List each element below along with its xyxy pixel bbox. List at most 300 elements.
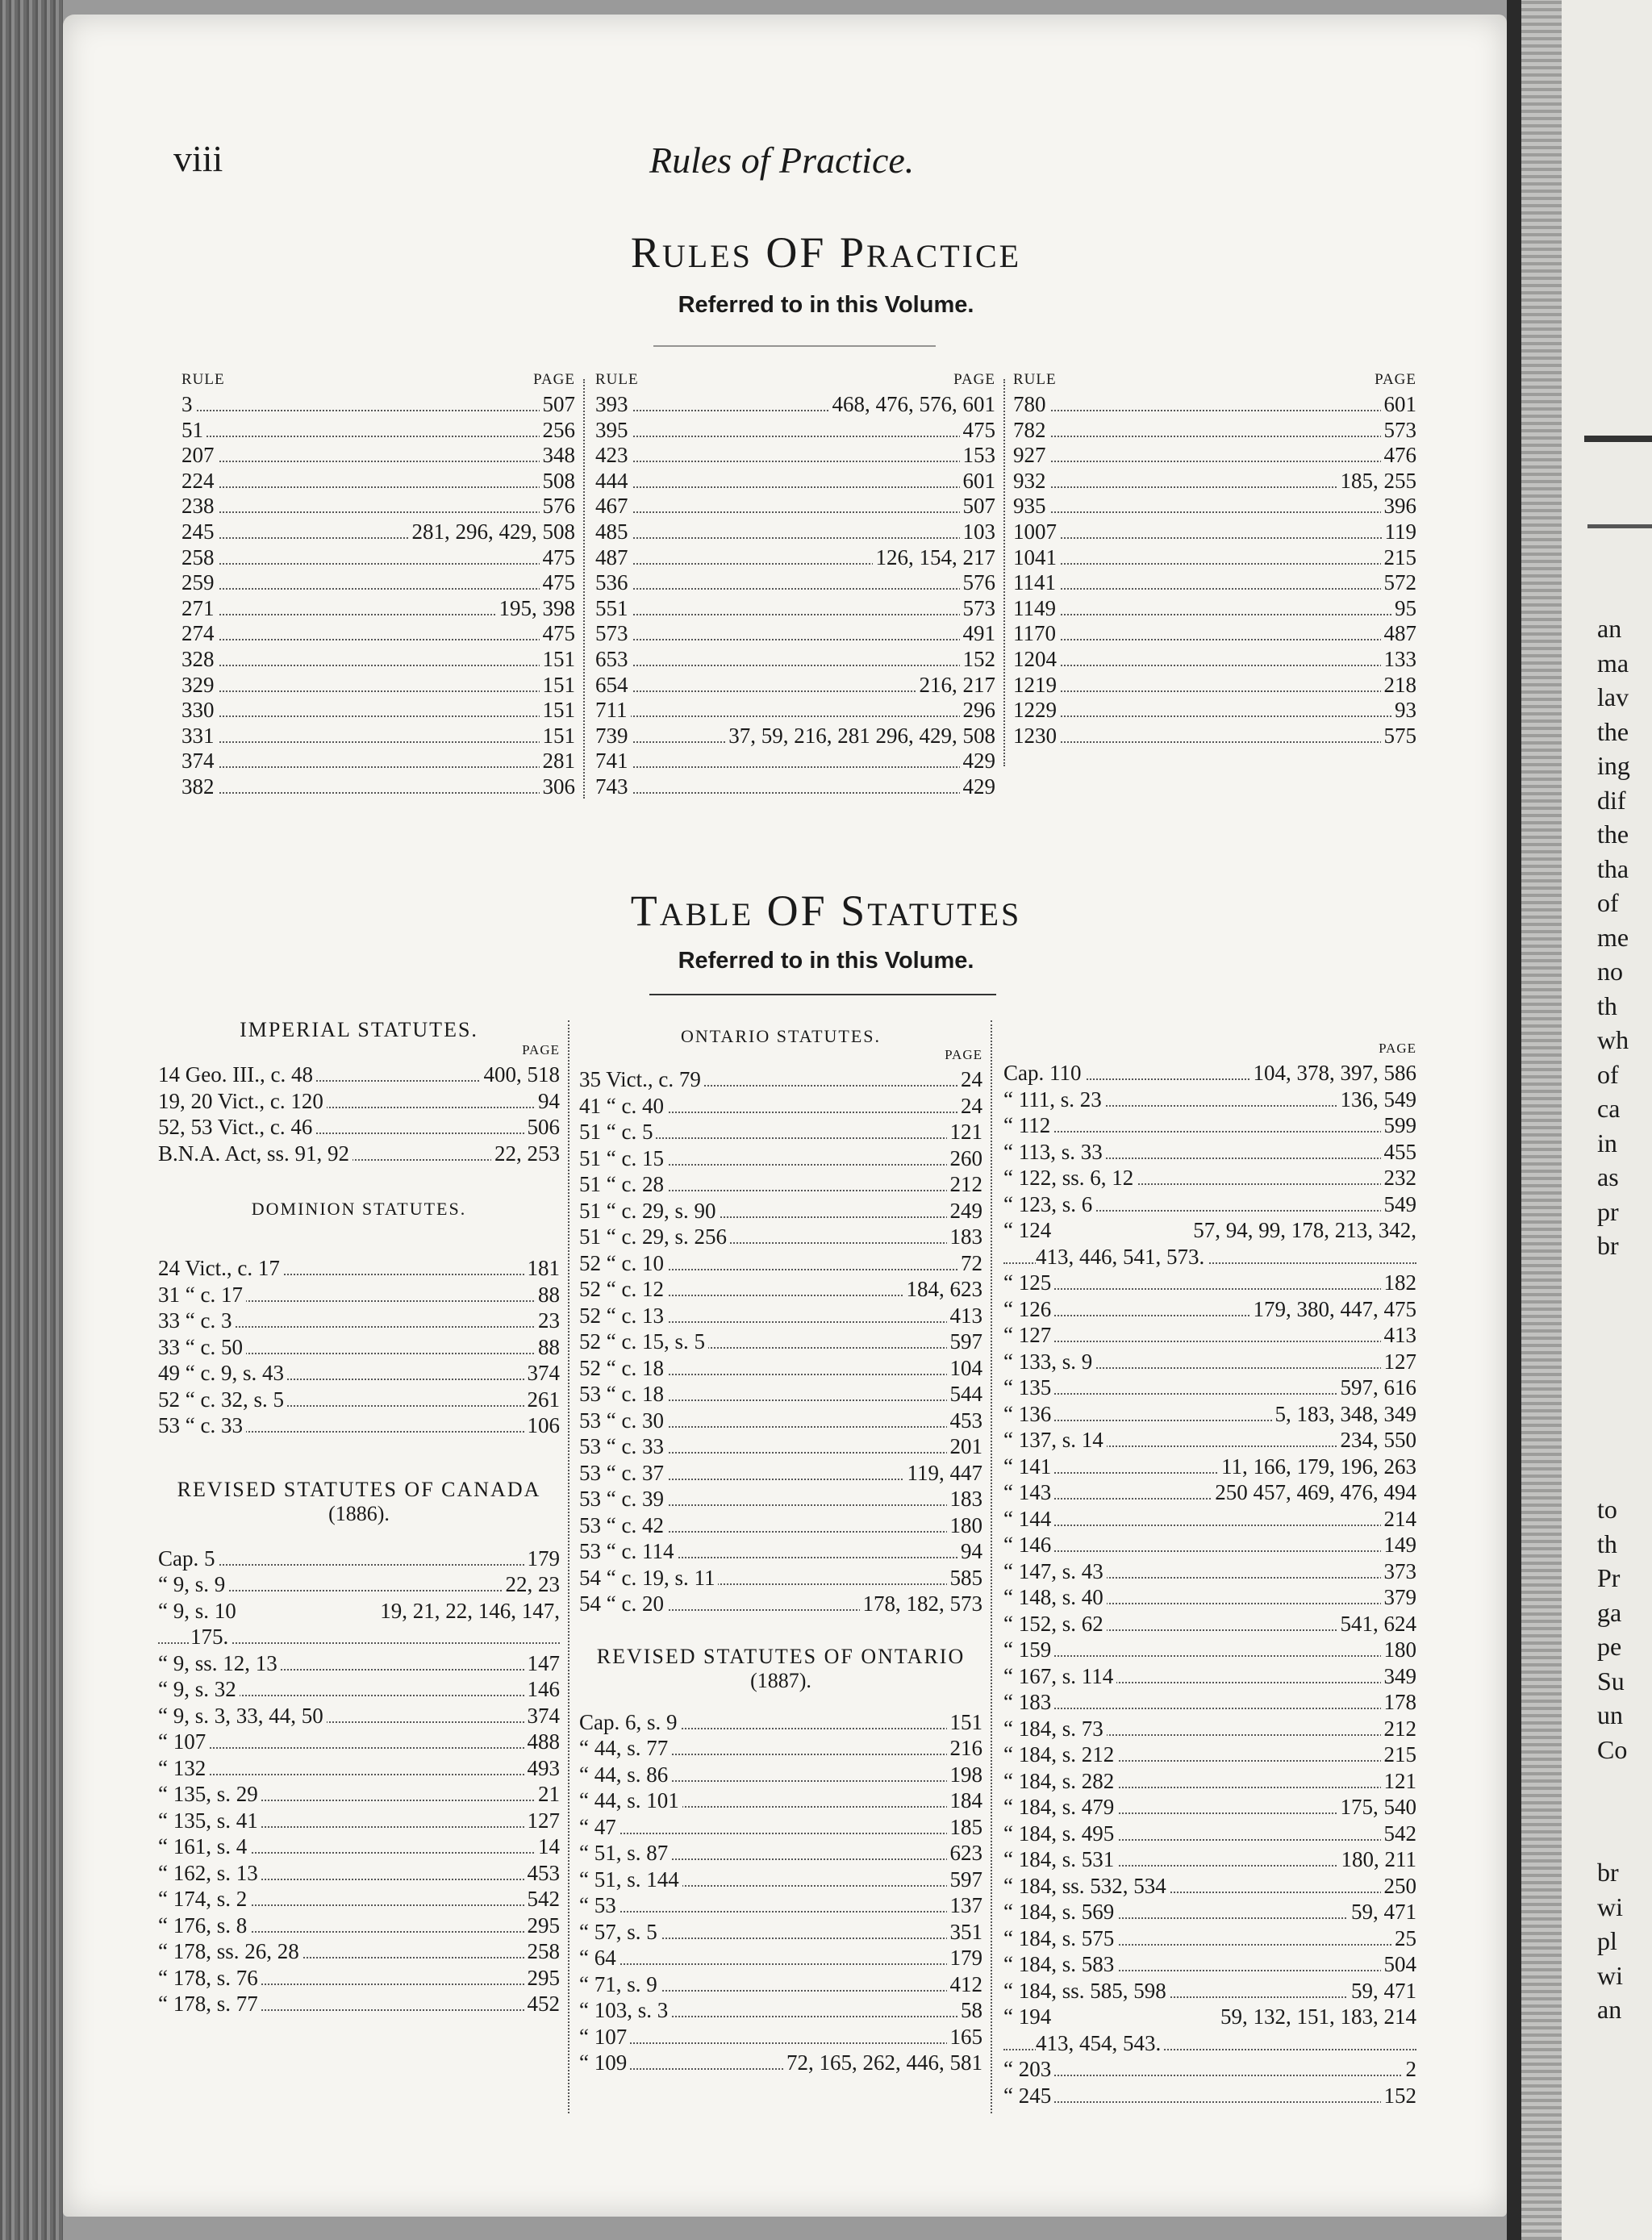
entry-pages: 136, 549 — [1337, 1087, 1417, 1113]
statute-entry — [1003, 1925, 1416, 1952]
leader-dots — [181, 545, 575, 565]
entry-ref: 1204 — [1013, 647, 1060, 673]
statute-entry — [579, 1735, 982, 1762]
statute-entry — [579, 1840, 982, 1867]
rule-entry — [595, 519, 995, 545]
entry-pages: 103 — [960, 519, 996, 545]
adjacent-word: an — [1597, 1995, 1622, 2024]
entry-pages: 601 — [1381, 392, 1417, 418]
statute-entry — [1003, 1742, 1416, 1768]
leader-dots — [1003, 1270, 1416, 1290]
entry-pages: 212 — [947, 1171, 983, 1198]
entry-ref: “ 184, ss. 532, 534 — [1003, 1873, 1170, 1900]
statute-entry — [158, 1598, 560, 1625]
leader-dots — [1003, 1637, 1416, 1657]
entry-pages: 549 — [1381, 1191, 1417, 1218]
entry-ref: 51 “ c. 15 — [579, 1145, 667, 1172]
entry-pages: 104 — [947, 1355, 983, 1382]
entry-pages: 22, 23 — [503, 1571, 561, 1598]
leader-dots — [595, 519, 995, 539]
entry-pages: 152 — [1381, 2083, 1417, 2109]
entry-pages: 455 — [1381, 1139, 1417, 1166]
entry-pages: 181 — [524, 1255, 561, 1282]
leader-dots — [1003, 1506, 1416, 1526]
entry-ref: “ 184, s. 212 — [1003, 1742, 1117, 1768]
leader-dots — [181, 621, 575, 640]
leader-dots — [1013, 494, 1416, 513]
adjacent-word: wh — [1597, 1025, 1629, 1054]
entry-ref: 207 — [181, 443, 218, 469]
adjacent-word: of — [1597, 1059, 1619, 1089]
statute-entry — [1003, 1060, 1416, 1087]
leader-dots — [1013, 545, 1416, 565]
entry-pages: 507 — [540, 392, 576, 418]
statute-entry — [1003, 1899, 1416, 1925]
statute-entry — [1003, 2083, 1416, 2109]
entry-ref: 329 — [181, 673, 218, 699]
entry-ref: 53 “ c. 39 — [579, 1486, 667, 1512]
entry-ref: 274 — [181, 621, 218, 647]
entry-ref: 413, 454, 543. — [1036, 2030, 1164, 2057]
statute-entry — [1003, 1349, 1416, 1375]
leader-dots — [595, 494, 995, 513]
entry-pages: 179, 380, 447, 475 — [1250, 1296, 1417, 1323]
entry-pages: 11, 166, 179, 196, 263 — [1218, 1454, 1416, 1480]
statute-entry — [579, 1224, 982, 1250]
entry-pages: 94 — [535, 1088, 560, 1115]
entry-pages: 453 — [947, 1408, 983, 1434]
entry-ref: 328 — [181, 647, 218, 673]
entry-pages: 475 — [540, 621, 576, 647]
entry-ref: 245 — [181, 519, 218, 545]
rule-entry — [1013, 519, 1416, 545]
entry-pages: 121 — [947, 1119, 983, 1145]
rule-entry — [595, 673, 995, 699]
rule-entry — [181, 724, 575, 749]
adjacent-word: pr — [1597, 1196, 1619, 1226]
entry-pages: 597, 616 — [1337, 1374, 1417, 1401]
entry-ref: “ 148, s. 40 — [1003, 1584, 1107, 1611]
entry-pages: 179 — [524, 1545, 561, 1572]
entry-pages: 175, 540 — [1337, 1794, 1417, 1821]
entry-pages: 487 — [1381, 621, 1417, 647]
entry-ref: 52 “ c. 15, s. 5 — [579, 1329, 708, 1355]
leader-dots — [579, 1945, 982, 1965]
entry-pages: 542 — [1381, 1821, 1417, 1847]
rule-entry — [595, 596, 995, 622]
adjacent-word: tha — [1597, 853, 1629, 883]
statute-entry — [579, 1329, 982, 1355]
rules-divider — [653, 345, 936, 347]
rule-entry — [181, 392, 575, 418]
entry-ref: “ 178, s. 77 — [158, 1991, 261, 2017]
statute-entry — [158, 1965, 560, 1992]
adjacent-word: ga — [1597, 1597, 1622, 1627]
statute-entry — [579, 1565, 982, 1591]
leader-dots — [181, 647, 575, 666]
entry-pages: 544 — [947, 1381, 983, 1408]
rule-entry — [181, 647, 575, 673]
adjacent-word: no — [1597, 957, 1623, 986]
statute-entry — [158, 1676, 560, 1703]
entry-pages: 5, 183, 348, 349 — [1272, 1401, 1417, 1428]
adjacent-word: br — [1597, 1858, 1619, 1887]
adjacent-page-text-middle — [1597, 1492, 1627, 1767]
rules-column-3 — [1013, 371, 1416, 749]
statute-entry — [1003, 1637, 1416, 1663]
rule-entry — [1013, 698, 1416, 724]
entry-pages: 212 — [1381, 1716, 1417, 1742]
rule-entry — [181, 469, 575, 494]
leader-dots — [1013, 673, 1416, 692]
entry-ref: 31 “ c. 17 — [158, 1282, 246, 1308]
entry-ref: 24 Vict., c. 17 — [158, 1255, 283, 1282]
entry-pages: 178, 182, 573 — [860, 1591, 983, 1617]
entry-ref: 741 — [595, 749, 632, 774]
entry-ref: “ 162, s. 13 — [158, 1860, 261, 1887]
leader-dots — [595, 698, 995, 717]
entry-ref: “ 167, s. 114 — [1003, 1663, 1116, 1690]
entry-pages: 119, 447 — [904, 1460, 983, 1487]
rule-entry — [181, 443, 575, 469]
statute-entry — [579, 1997, 982, 2024]
rule-entry — [181, 749, 575, 774]
entry-ref: 927 — [1013, 443, 1049, 469]
entry-ref: 331 — [181, 724, 218, 749]
entry-ref: 52 “ c. 10 — [579, 1250, 667, 1277]
entry-ref: “ 184, ss. 585, 598 — [1003, 1978, 1170, 2004]
statute-entry — [579, 1867, 982, 1893]
adjacent-word: Su — [1597, 1666, 1625, 1696]
entry-pages: 413 — [1381, 1322, 1417, 1349]
adjacent-word: wi — [1597, 1892, 1623, 1921]
entry-ref: 224 — [181, 469, 218, 494]
rules-title: RULES OF PRACTICE — [630, 228, 1022, 277]
scan-shadow-left — [0, 0, 63, 2240]
entry-ref: 52, 53 Vict., c. 46 — [158, 1114, 315, 1141]
leader-dots — [595, 621, 995, 640]
entry-ref: “ 143 — [1003, 1479, 1054, 1506]
statute-entry — [579, 1408, 982, 1434]
statutes-column-1 — [158, 1018, 560, 2017]
entry-ref: “ 161, s. 4 — [158, 1833, 250, 1860]
leader-dots — [595, 596, 995, 615]
statute-entry — [579, 1355, 982, 1382]
entry-ref: “ 135, s. 29 — [158, 1781, 261, 1808]
statute-entry — [1003, 1506, 1416, 1533]
statute-entry — [579, 1381, 982, 1408]
entry-pages: 182 — [1381, 1270, 1417, 1296]
statute-entry — [158, 1938, 560, 1965]
running-title: Rules of Practice. — [649, 140, 915, 181]
statute-entry — [158, 1255, 560, 1282]
entry-pages: 19, 21, 22, 146, 147, — [377, 1598, 560, 1625]
adjacent-word: Pr — [1597, 1563, 1621, 1592]
leader-dots — [1003, 1322, 1416, 1342]
rule-entry — [595, 647, 995, 673]
statutes-title: TABLE OF STATUTES — [630, 886, 1022, 935]
entry-pages: 180, 211 — [1338, 1846, 1417, 1873]
rules-column-header — [595, 371, 995, 392]
statute-entry — [158, 1860, 560, 1887]
entry-pages: 261 — [524, 1387, 561, 1413]
rule-entry — [595, 392, 995, 418]
entry-ref: 1230 — [1013, 724, 1060, 749]
entry-pages: 250 457, 469, 476, 494 — [1212, 1479, 1416, 1506]
entry-ref: “ 184, s. 583 — [1003, 1951, 1117, 1978]
entry-ref: 53 “ c. 33 — [579, 1433, 667, 1460]
entry-ref: 53 “ c. 18 — [579, 1381, 667, 1408]
statute-entry — [1003, 1716, 1416, 1742]
column-rule — [568, 1020, 569, 2113]
entry-ref: “ 51, s. 87 — [579, 1840, 671, 1867]
entry-pages: 429 — [960, 774, 996, 800]
entry-pages: 93 — [1391, 698, 1416, 724]
entry-pages: 95 — [1391, 596, 1416, 622]
entry-pages: 153 — [960, 443, 996, 469]
entry-ref: 51 “ c. 29, s. 256 — [579, 1224, 730, 1250]
entry-ref: 258 — [181, 545, 218, 571]
page-label: PAGE — [1379, 1041, 1416, 1056]
entry-pages: 250 — [1381, 1873, 1417, 1900]
statute-entry — [579, 1303, 982, 1329]
adjacent-word: th — [1597, 991, 1617, 1020]
entry-pages: 183 — [947, 1486, 983, 1512]
entry-ref: 14 Geo. III., c. 48 — [158, 1062, 316, 1088]
entry-ref: “ 174, s. 2 — [158, 1886, 250, 1913]
entry-ref: 444 — [595, 469, 632, 494]
adjacent-word: as — [1597, 1162, 1619, 1191]
statute-entry — [1003, 1427, 1416, 1454]
rule-entry — [595, 545, 995, 571]
rule-entry — [1013, 418, 1416, 444]
entry-ref: “ 137, s. 14 — [1003, 1427, 1107, 1454]
entry-pages: 452 — [524, 1991, 561, 2017]
entry-ref: “ 9, s. 9 — [158, 1571, 228, 1598]
entry-ref: “ 44, s. 77 — [579, 1735, 671, 1762]
statute-entry — [158, 1755, 560, 1782]
entry-pages: 59, 471 — [1348, 1899, 1416, 1925]
leader-dots — [1013, 519, 1416, 539]
entry-pages: 256 — [540, 418, 576, 444]
leader-dots — [1003, 2056, 1416, 2076]
leader-dots — [181, 392, 575, 411]
rule-entry — [1013, 443, 1416, 469]
entry-ref: “ 57, s. 5 — [579, 1919, 661, 1946]
entry-ref: 51 “ c. 29, s. 90 — [579, 1198, 719, 1224]
entry-pages: 507 — [960, 494, 996, 519]
entry-pages: 88 — [535, 1334, 560, 1361]
entry-ref: “ 122, ss. 6, 12 — [1003, 1165, 1137, 1191]
leader-dots — [1003, 2083, 1416, 2103]
entry-ref: 1007 — [1013, 519, 1060, 545]
leader-dots — [181, 469, 575, 488]
statute-entry — [579, 1486, 982, 1512]
statute-entry — [158, 1833, 560, 1860]
rule-entry — [1013, 673, 1416, 699]
statutes-column-2 — [579, 1026, 982, 2076]
statute-entry — [1003, 1270, 1416, 1296]
statute-entry — [158, 1729, 560, 1755]
entry-pages: 201 — [947, 1433, 983, 1460]
entry-ref: 393 — [595, 392, 632, 418]
entry-pages: 104, 378, 397, 586 — [1250, 1060, 1417, 1087]
entry-pages: 146 — [524, 1676, 561, 1703]
entry-pages: 133 — [1381, 647, 1417, 673]
entry-pages: 351 — [947, 1919, 983, 1946]
entry-ref: 53 “ c. 37 — [579, 1460, 667, 1487]
statute-entry — [1003, 2030, 1416, 2057]
entry-ref: 51 “ c. 5 — [579, 1119, 656, 1145]
entry-ref: 743 — [595, 774, 632, 800]
statute-entry — [1003, 1244, 1416, 1270]
statute-entry — [1003, 2004, 1416, 2030]
leader-dots — [181, 724, 575, 743]
statute-entry — [158, 1360, 560, 1387]
entry-ref: “ 184, s. 282 — [1003, 1768, 1117, 1795]
statute-entry — [579, 1276, 982, 1303]
entry-pages: 453 — [524, 1860, 561, 1887]
entry-pages: 218 — [1381, 673, 1417, 699]
statute-entry — [579, 1538, 982, 1565]
statutes-subtitle: Referred to in this Volume. — [678, 948, 974, 974]
leader-dots — [595, 749, 995, 768]
adjacent-word: ca — [1597, 1094, 1621, 1123]
entry-pages: 178 — [1381, 1689, 1417, 1716]
entry-ref: 52 “ c. 12 — [579, 1276, 667, 1303]
entry-pages: 260 — [947, 1145, 983, 1172]
statute-entry — [579, 1066, 982, 1093]
entry-pages: 541, 624 — [1337, 1611, 1417, 1637]
rules-column-2 — [595, 371, 995, 800]
leader-dots — [181, 673, 575, 692]
entry-pages: 147 — [524, 1650, 561, 1677]
entry-pages: 232 — [1381, 1165, 1417, 1191]
rule-entry — [595, 724, 995, 749]
entry-pages: 295 — [524, 1965, 561, 1992]
entry-ref: 54 “ c. 19, s. 11 — [579, 1565, 718, 1591]
entry-pages: 184 — [947, 1787, 983, 1814]
column-rule — [583, 379, 585, 799]
rso-year: (1887). — [750, 1668, 811, 1692]
statute-entry — [1003, 1846, 1416, 1873]
leader-dots — [158, 1729, 560, 1749]
entry-pages: 412 — [947, 1971, 983, 1998]
rsc-year: (1886). — [328, 1501, 390, 1525]
entry-pages: 14 — [535, 1833, 560, 1860]
entry-ref: 780 — [1013, 392, 1049, 418]
leader-dots — [595, 647, 995, 666]
statute-entry — [158, 1114, 560, 1141]
leader-dots — [1013, 698, 1416, 717]
entry-pages: 216 — [947, 1735, 983, 1762]
entry-pages: 151 — [540, 724, 576, 749]
entry-pages: 573 — [960, 596, 996, 622]
entry-ref: 53 “ c. 30 — [579, 1408, 667, 1434]
adjacent-word: me — [1597, 922, 1629, 952]
entry-ref: “ 176, s. 8 — [158, 1913, 250, 1939]
entry-ref: “ 47 — [579, 1814, 620, 1841]
entry-pages: 281 — [540, 749, 576, 774]
entry-ref: “ 152, s. 62 — [1003, 1611, 1107, 1637]
entry-ref: “ 184, s. 495 — [1003, 1821, 1117, 1847]
statute-entry — [158, 1545, 560, 1572]
leader-dots — [1013, 418, 1416, 437]
rule-entry — [1013, 596, 1416, 622]
rule-entry — [181, 494, 575, 519]
entry-ref: “ 203 — [1003, 2056, 1054, 2083]
entry-pages: 151 — [540, 673, 576, 699]
entry-pages: 348 — [540, 443, 576, 469]
entry-pages: 151 — [540, 698, 576, 724]
statute-entry — [579, 1892, 982, 1919]
entry-ref: “ 194 — [1003, 2004, 1054, 2030]
entry-ref: “ 184, s. 569 — [1003, 1899, 1117, 1925]
leader-dots — [595, 443, 995, 462]
rule-entry — [595, 418, 995, 444]
entry-ref: 41 “ c. 40 — [579, 1093, 667, 1120]
entry-pages: 59, 471 — [1348, 1978, 1416, 2004]
entry-pages: 491 — [960, 621, 996, 647]
entry-ref: 51 “ c. 28 — [579, 1171, 667, 1198]
adjacent-word: ma — [1597, 648, 1629, 678]
statute-entry — [1003, 1821, 1416, 1847]
entry-ref: “ 178, s. 76 — [158, 1965, 261, 1992]
column-rule — [991, 1020, 992, 2113]
entry-ref: “ 107 — [579, 2024, 630, 2050]
page-label: PAGE — [953, 371, 995, 388]
rule-entry — [595, 469, 995, 494]
entry-ref: 395 — [595, 418, 632, 444]
entry-pages: 127 — [1381, 1349, 1417, 1375]
entry-ref: 573 — [595, 621, 632, 647]
entry-ref: 1141 — [1013, 570, 1059, 596]
statute-entry — [579, 1971, 982, 1998]
entry-ref: “ 124 — [1003, 1217, 1054, 1244]
ontario-heading: ONTARIO STATUTES. — [680, 1026, 882, 1046]
statute-entry — [1003, 1558, 1416, 1585]
entry-ref: “ 136 — [1003, 1401, 1054, 1428]
rule-entry — [595, 570, 995, 596]
entry-pages: 184, 623 — [903, 1276, 983, 1303]
statute-entry — [1003, 1191, 1416, 1218]
entry-ref: 51 — [181, 418, 206, 444]
rules-subtitle: Referred to in this Volume. — [678, 292, 974, 318]
statute-entry — [579, 1762, 982, 1788]
statute-entry — [158, 1412, 560, 1439]
entry-pages: 475 — [960, 418, 996, 444]
entry-pages: 508 — [540, 469, 576, 494]
entry-pages: 468, 476, 576, 601 — [829, 392, 996, 418]
entry-pages: 573 — [1381, 418, 1417, 444]
statute-entry — [579, 1591, 982, 1617]
statute-entry — [1003, 1217, 1416, 1244]
rule-entry — [595, 774, 995, 800]
statute-entry — [579, 1433, 982, 1460]
rule-entry — [181, 698, 575, 724]
entry-pages: 374 — [524, 1360, 561, 1387]
entry-ref: 3 — [181, 392, 196, 418]
entry-ref: “ 44, s. 86 — [579, 1762, 671, 1788]
entry-pages: 57, 94, 99, 178, 213, 342, — [1190, 1217, 1416, 1244]
rules-column-1 — [181, 371, 575, 800]
rule-label: RULE — [181, 371, 225, 388]
entry-pages: 94 — [957, 1538, 982, 1565]
statute-entry — [579, 1512, 982, 1539]
adjacent-word: Co — [1597, 1734, 1628, 1764]
entry-ref: “ 9, ss. 12, 13 — [158, 1650, 281, 1677]
leader-dots — [1003, 1532, 1416, 1552]
